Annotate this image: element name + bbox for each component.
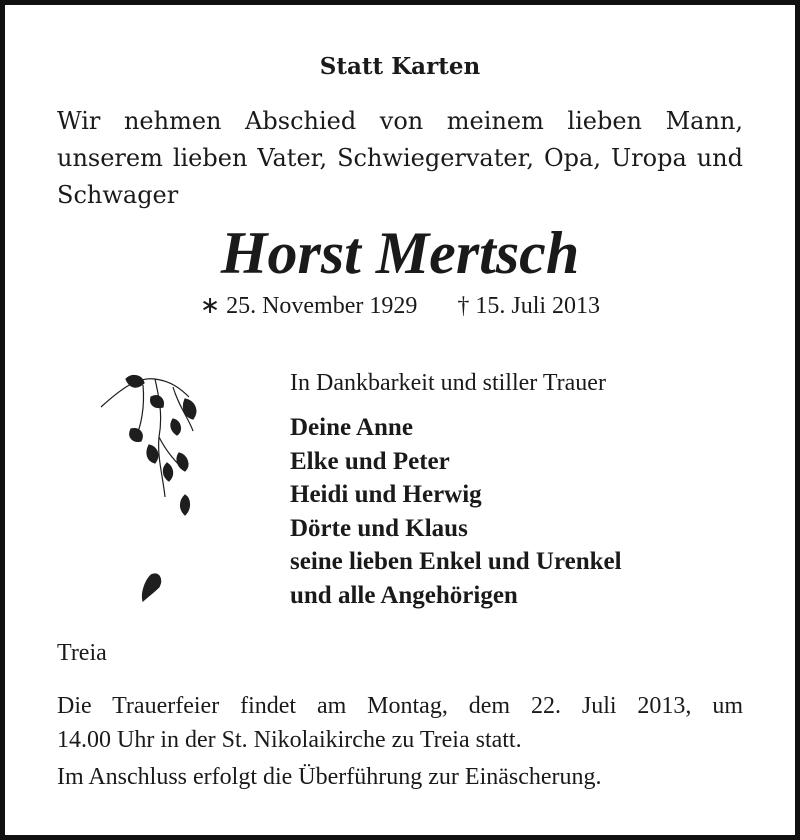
intro-text: Wir nehmen Abschied von meinem lieben Mann, unserem lieben Vater, Schwiegervater, Opa, Uropa und Schwager bbox=[57, 107, 743, 209]
mourners-list bbox=[290, 411, 622, 612]
deceased-name: Horst Mertsch bbox=[220, 220, 580, 286]
death-date: † 15. Juli 2013 bbox=[457, 293, 601, 319]
mourner-item: Dörte und Klaus bbox=[290, 514, 468, 542]
ceremony-line-2: 14.00 Uhr in der St. Nikolaikirche zu Treia statt. bbox=[57, 727, 522, 753]
mourner-item: Elke und Peter bbox=[290, 447, 450, 475]
mourner-item: Heidi und Herwig bbox=[290, 481, 482, 508]
thanks-line: In Dankbarkeit und stiller Trauer bbox=[290, 370, 606, 396]
mourner-item: seine lieben Enkel und Urenkel bbox=[290, 548, 622, 575]
place-name: Treia bbox=[57, 640, 107, 666]
notice-heading: Statt Karten bbox=[319, 53, 481, 80]
mourner-item: Deine Anne bbox=[290, 414, 413, 441]
transfer-text: Im Anschluss erfolgt die Überführung zur Einäscherung. bbox=[57, 764, 602, 790]
ceremony-text bbox=[57, 689, 743, 757]
birth-date: ∗ 25. November 1929 bbox=[199, 293, 418, 319]
life-dates bbox=[5, 291, 795, 320]
mourner-item: und alle Angehörigen bbox=[290, 581, 518, 609]
ceremony-line-1: Die Trauerfeier findet am Montag, dem 22. Juli 2013, um bbox=[57, 693, 743, 719]
falling-leaves-icon bbox=[93, 367, 223, 617]
